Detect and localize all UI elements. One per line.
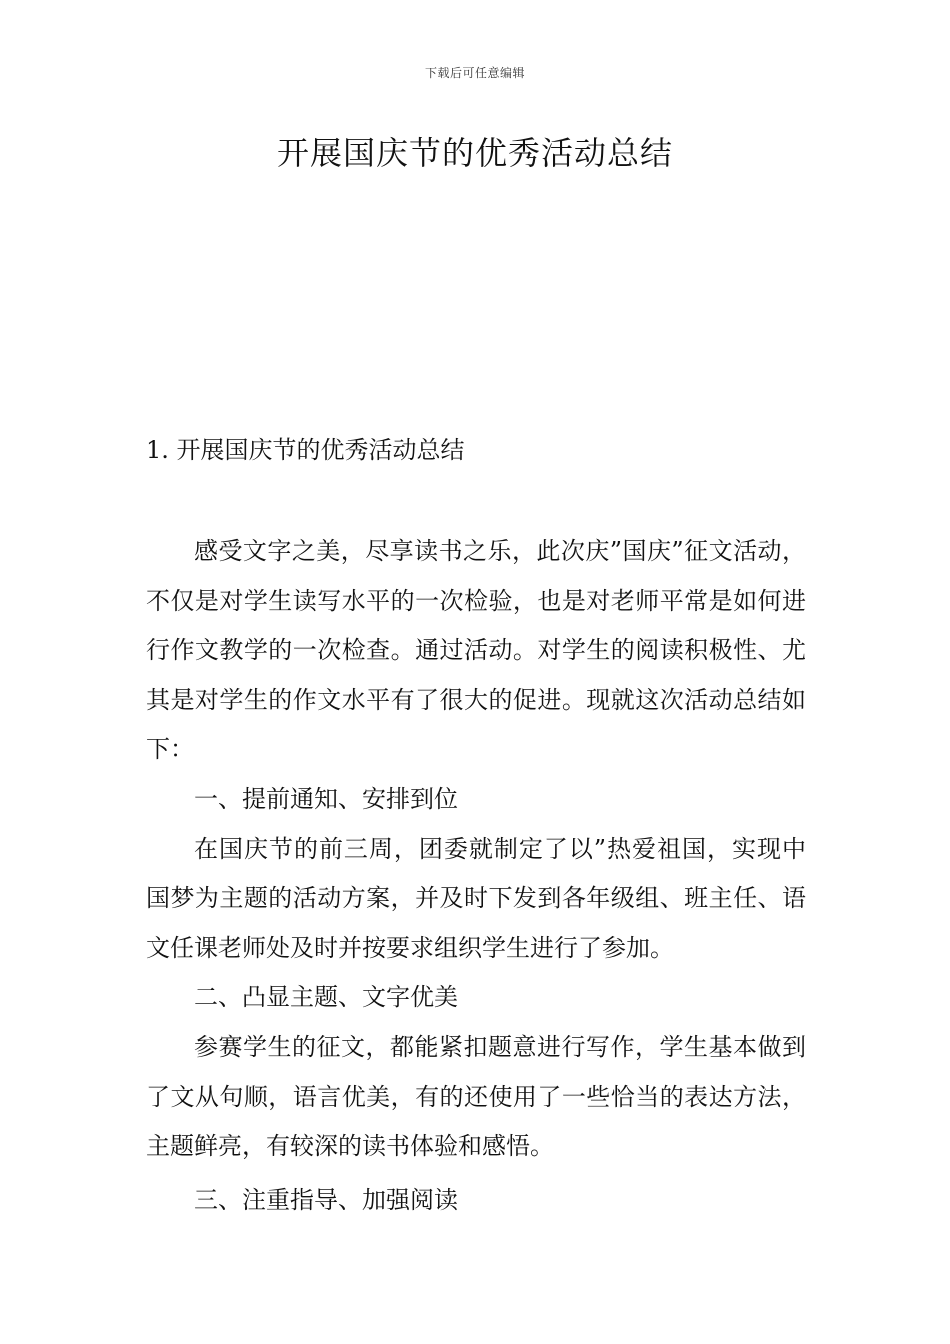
paragraph-2: 参赛学生的征文，都能紧扣题意进行写作，学生基本做到了文从句顺，语言优美，有的还使用了一些恰当的表达方法，主题鲜亮，有较深的读书体验和感悟。 xyxy=(146,1032,806,1161)
header-note: 下载后可任意编辑 xyxy=(424,66,525,80)
document-title: 开展国庆节的优秀活动总结 xyxy=(276,134,673,172)
subheading-2: 二、凸显主题、文字优美 xyxy=(194,983,458,1012)
subheading-1: 一、提前通知、安排到位 xyxy=(194,784,458,813)
subheading-3: 三、注重指导、加强阅读 xyxy=(194,1185,458,1214)
paragraph-intro: 感受文字之美，尽享读书之乐，此次庆”国庆”征文活动，不仅是对学生读写水平的一次检验，也是对老师平常是如何进行作文教学的一次检查。通过活动。对学生的阅读积极性、尤其是对学生的作文水平有了很大的促进。现就这次活动总结如下： xyxy=(146,537,806,764)
section-heading: 1. 开展国庆节的优秀活动总结 xyxy=(146,436,465,464)
document-body xyxy=(146,527,806,1225)
paragraph-1: 在国庆节的前三周，团委就制定了以”热爱祖国，实现中国梦为主题的活动方案，并及时下发到各年级组、班主任、语文任课老师处及时并按要求组织学生进行了参加。 xyxy=(146,834,806,962)
